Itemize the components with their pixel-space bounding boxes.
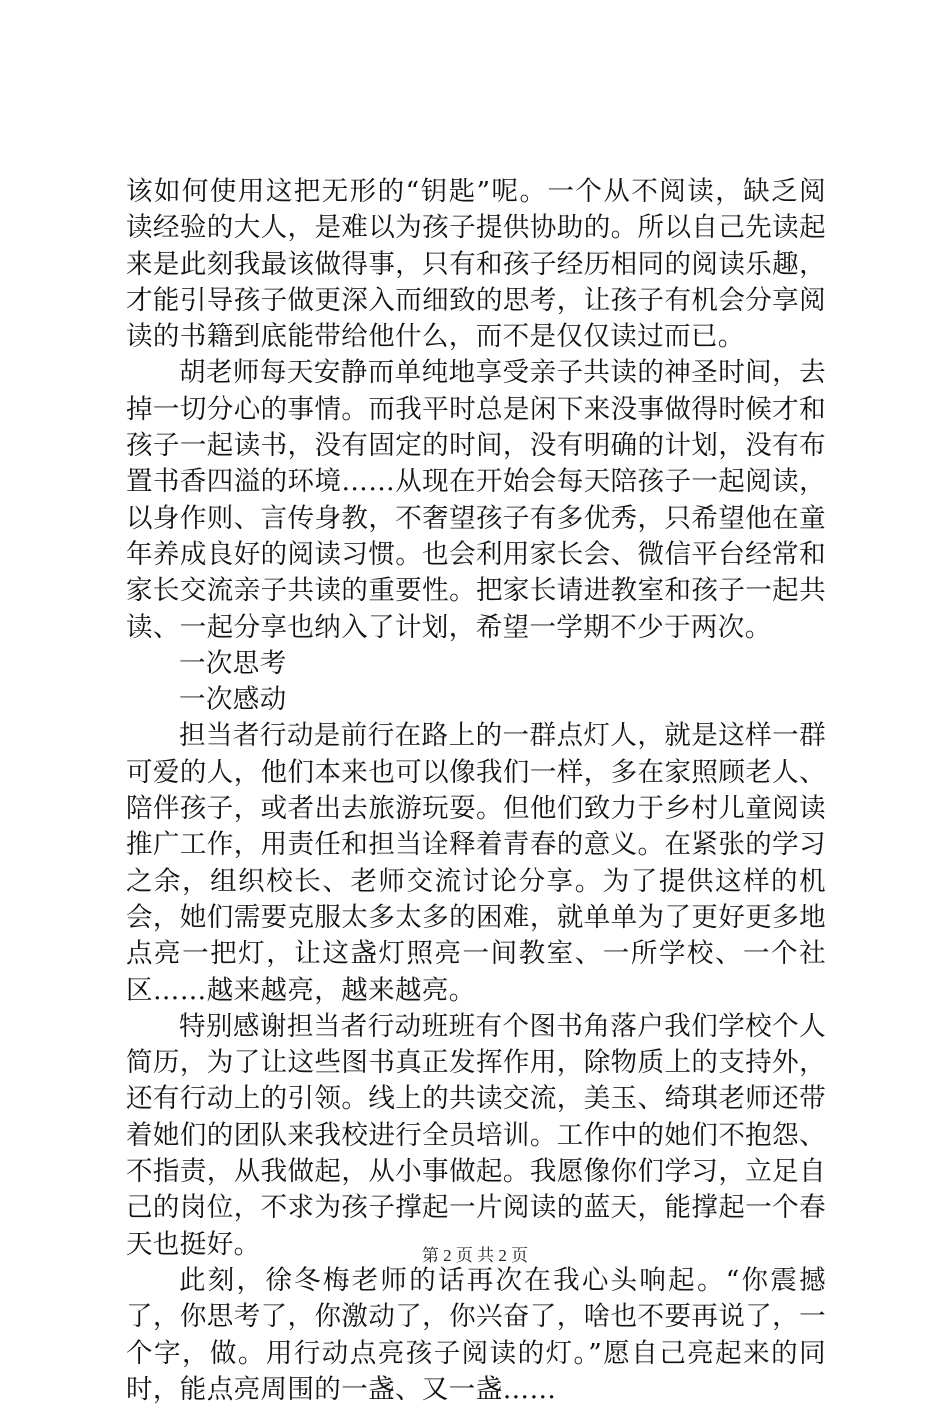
document-body xyxy=(126,174,826,1408)
paragraph-teacher-hu: 胡老师每天安静而单纯地享受亲子共读的神圣时间，去掉一切分心的事情。而我平时总是闲下来没事做得时候才和孩子一起读书，没有固定的时间，没有明确的计划，没有布置书香四溢的环境……从现在开始会每天陪孩子一起阅读，以身作则、言传身教，不奢望孩子有多优秀，只希望他在童年养成良好的阅读习惯。也会利用家长会、微信平台经常和家长交流亲子共读的重要性。把家长请进教室和孩子一起共读、一起分享也纳入了计划，希望一学期不少于两次。 xyxy=(126,357,826,643)
page-footer: 第 2 页 共 2 页 xyxy=(421,1246,529,1265)
paragraph-continuation: 该如何使用这把无形的“钥匙”呢。一个从不阅读，缺乏阅读经验的大人，是难以为孩子提供协助的。所以自己先读起来是此刻我最该做得事，只有和孩子经历相同的阅读乐趣，才能引导孩子做更深入而细致的思考，让孩子有机会分享阅读的书籍到底能带给他什么，而不是仅仅读过而已。 xyxy=(126,176,826,353)
subheading-moved: 一次感动 xyxy=(179,684,287,716)
subheading-reflection: 一次思考 xyxy=(179,647,287,679)
paragraph-thanks: 特别感谢担当者行动班班有个图书角落户我们学校个人简历，为了让这些图书真正发挥作用，除物质上的支持外，还有行动上的引领。线上的共读交流，美玉、绮琪老师还带着她们的团队来我校进行全员培训。工作中的她们不抱怨、不指责，从我做起，从小事做起。我愿像你们学习，立足自己的岗位，不求为孩子撑起一片阅读的蓝天，能撑起一个春天也挺好。 xyxy=(126,1010,826,1260)
paragraph-lamplighters: 担当者行动是前行在路上的一群点灯人，就是这样一群可爱的人，他们本来也可以像我们一样，多在家照顾老人、陪伴孩子，或者出去旅游玩耍。但他们致力于乡村儿童阅读推广工作，用责任和担当诠释着青春的意义。在紧张的学习之余，组织校长、老师交流讨论分享。为了提供这样的机会，她们需要克服太多太多的困难，就单单为了更好更多地点亮一把灯，让这盏灯照亮一间教室、一所学校、一个社区……越来越亮，越来越亮。 xyxy=(126,720,826,1006)
paragraph-closing: 此刻，徐冬梅老师的话再次在我心头响起。“你震撼了，你思考了，你激动了，你兴奋了，啥也不要再说了，一个字，做。用行动点亮孩子阅读的灯。”愿自己亮起来的同时，能点亮周围的一盏、又一盏…… xyxy=(126,1264,826,1405)
